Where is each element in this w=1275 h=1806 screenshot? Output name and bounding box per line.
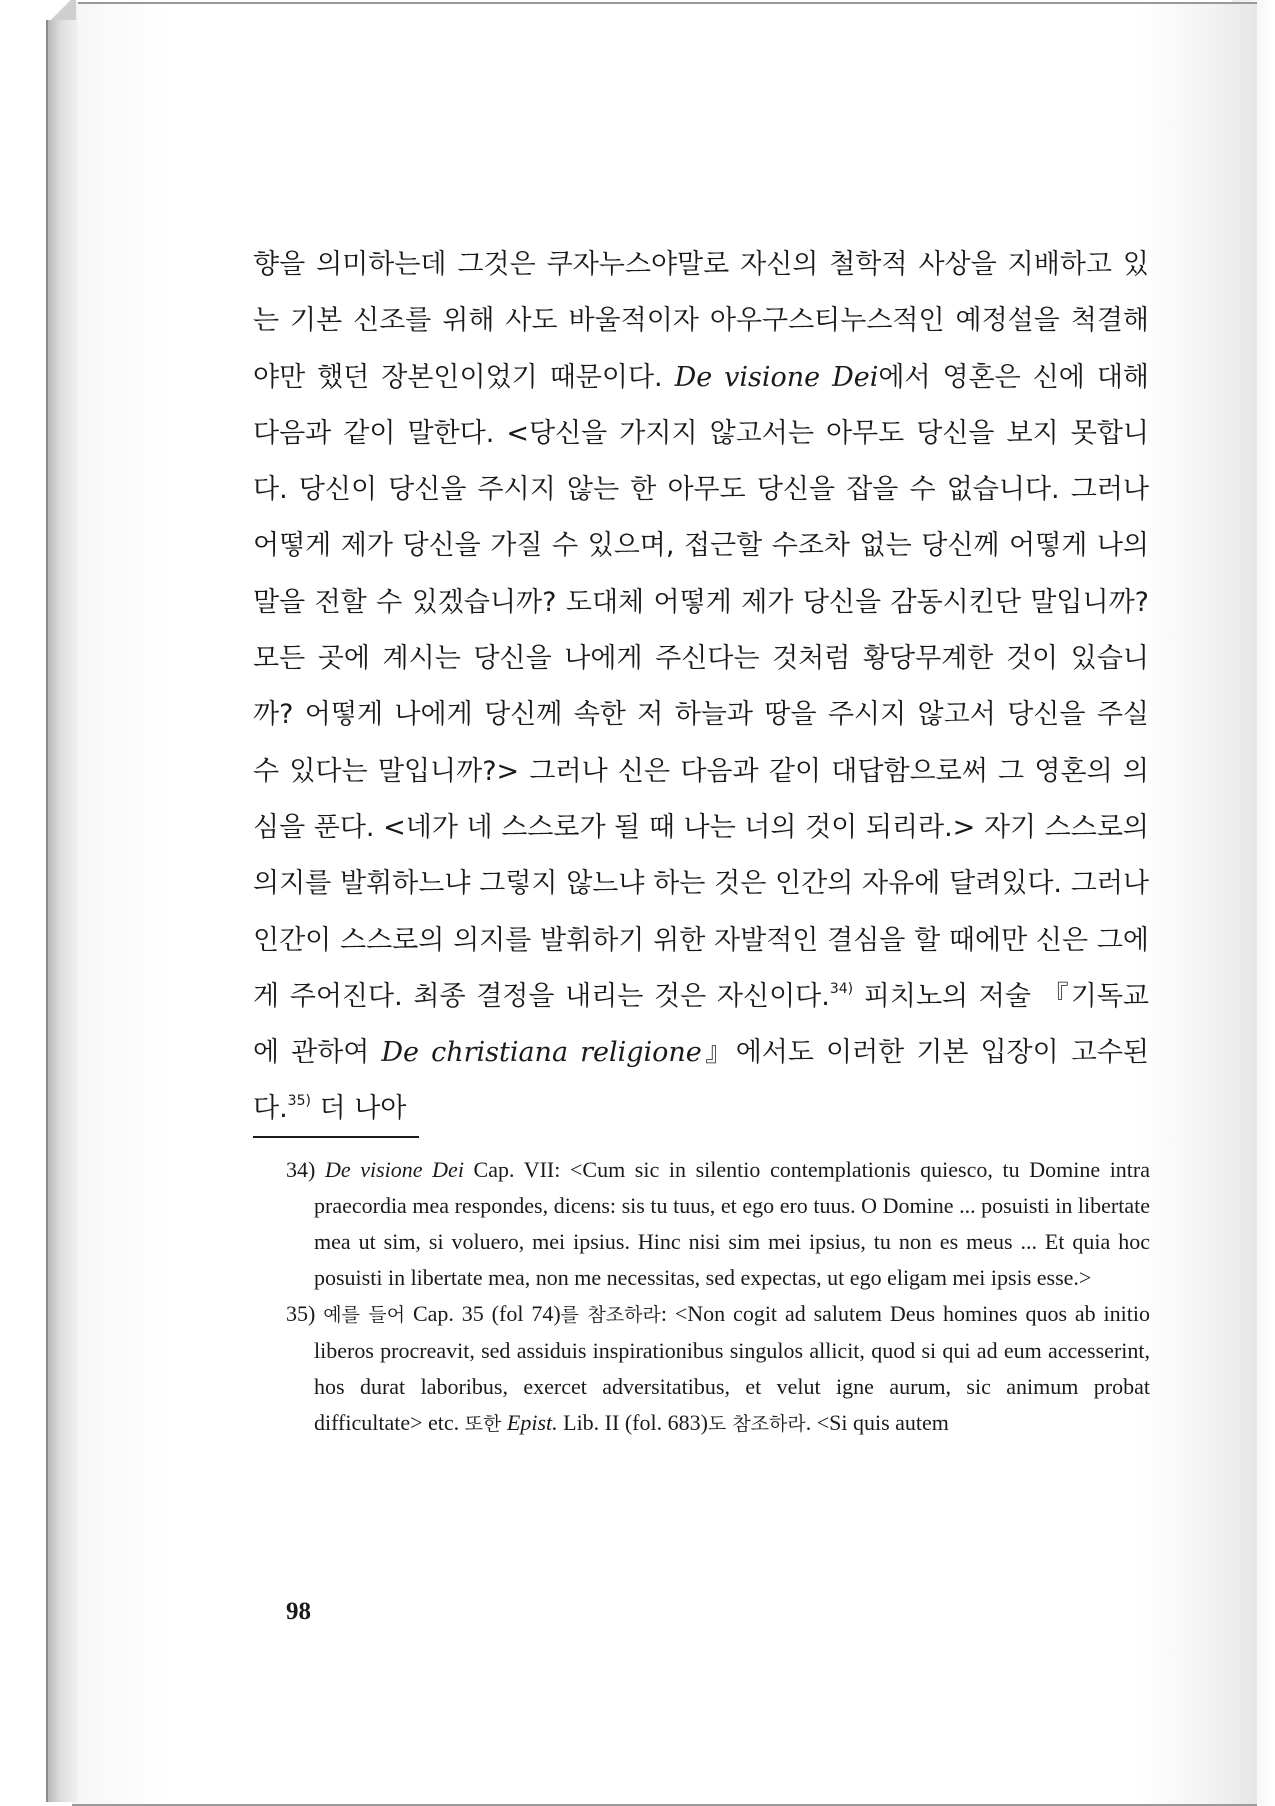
footnote-text: Cap. 35 (fol 74) [405, 1301, 561, 1326]
page-edge [46, 2, 78, 1802]
italic-title: Epist. [506, 1410, 558, 1435]
italic-title: De visione Dei [674, 361, 879, 393]
footnote-korean: 도 참조하라 [707, 1413, 806, 1435]
footnote-text: . <Si quis autem [805, 1410, 949, 1435]
main-paragraph [253, 237, 1149, 1138]
footnote-korean: 를 참조하라 [560, 1304, 661, 1326]
footnote-divider [253, 1136, 419, 1138]
footnote-korean: 또한 [464, 1413, 502, 1435]
footnote-korean: 예를 들어 [323, 1304, 406, 1326]
footnote-text: Lib. II (fol. 683) [557, 1410, 708, 1435]
page-corner-fold [46, 0, 76, 20]
footnote-number: 35) [286, 1301, 324, 1326]
page-number: 98 [286, 1598, 311, 1625]
text-run: 피치노의 저술 『기독교에 관하여 [253, 980, 1149, 1069]
footnote-ref-34: 34) [829, 980, 854, 997]
text-run: 더 나아 [310, 1093, 407, 1125]
footnote-number: 34) [286, 1157, 325, 1182]
footnote-text: Cap. VII: <Cum sic in silentio contemplationis quiesco, tu Domine intra praecordia mea respondes, dicens: sis tu tuus, et ego ero tuus. O Domine ... posuisti in libertate mea ut sim, si voluero, mei ipsius. Hinc nisi sim mei ipsius, tu non es meus ... Et quia hoc posuisti in libertate mea, non me necessitas, sed expectas, ut ego eligam mei ipsis esse.> [314, 1157, 1151, 1290]
text-run: 에서 영혼은 신에 대해 다음과 같이 말한다. <당신을 가지지 않고서는 아무도 당신을 보지 못합니다. 당신이 당신을 주시지 않는 한 아무도 당신을 잡을 수 없습니다. 그러나 어떻게 제가 당신을 가질 수 있으며, 접근할 수조차 없는 당신께 어떻게 나의 말을 전할 수 있겠습니까? 도대체 어떻게 제가 당신을 감동시킨단 말입니까? 모든 곳에 계시는 당신을 나에게 주신다는 것처럼 황당무계한 것이 있습니까? 어떻게 나에게 당신께 속한 저 하늘과 땅을 주시지 않고서 당신을 주실 수 있다는 말입니까?> 그러나 신은 다음과 같이 대답함으로써 그 영혼의 의심을 푼다. <네가 네 스스로가 될 때 나는 너의 것이 되리라.> 자기 스스로의 의지를 발휘하느냐 그렇지 않느냐 하는 것은 인간의 자유에 달려있다. 그러나 인간이 스스로의 의지를 발휘하기 위한 자발적인 결심을 할 때에만 신은 그에게 주어진다. 최종 결정을 내리는 것은 자신이다. [253, 361, 1149, 1012]
italic-title: De visione Dei [324, 1157, 464, 1182]
text-run: 』에서도 이러한 기본 입장이 고수된다. [253, 1037, 1150, 1125]
text-run: 향을 의미하는데 그것은 쿠자누스야말로 자신의 철학적 사상을 지배하고 있는 기본 신조를 위해 사도 바울적이자 아우구스티누스적인 예정설을 척결해야만 했던 장본인이었기 때문이다. [253, 249, 1149, 393]
footnote-text: : <Non cogit ad salutem Deus homines quos ab initio liberos procreavit, sed assiduis inspirationibus singulos allicit, quod si qui ad eum accesserint, hos durat laboribus, exercet adversitatibus, et velut igne aurum, sic animum probat difficultate> etc. [314, 1301, 1151, 1435]
italic-title: De christiana religione [381, 1037, 702, 1069]
footnote-34 [286, 1152, 1150, 1296]
footnote-ref-35: 35) [287, 1093, 311, 1110]
footnotes-list [286, 1152, 1150, 1442]
footnote-35 [286, 1296, 1150, 1442]
